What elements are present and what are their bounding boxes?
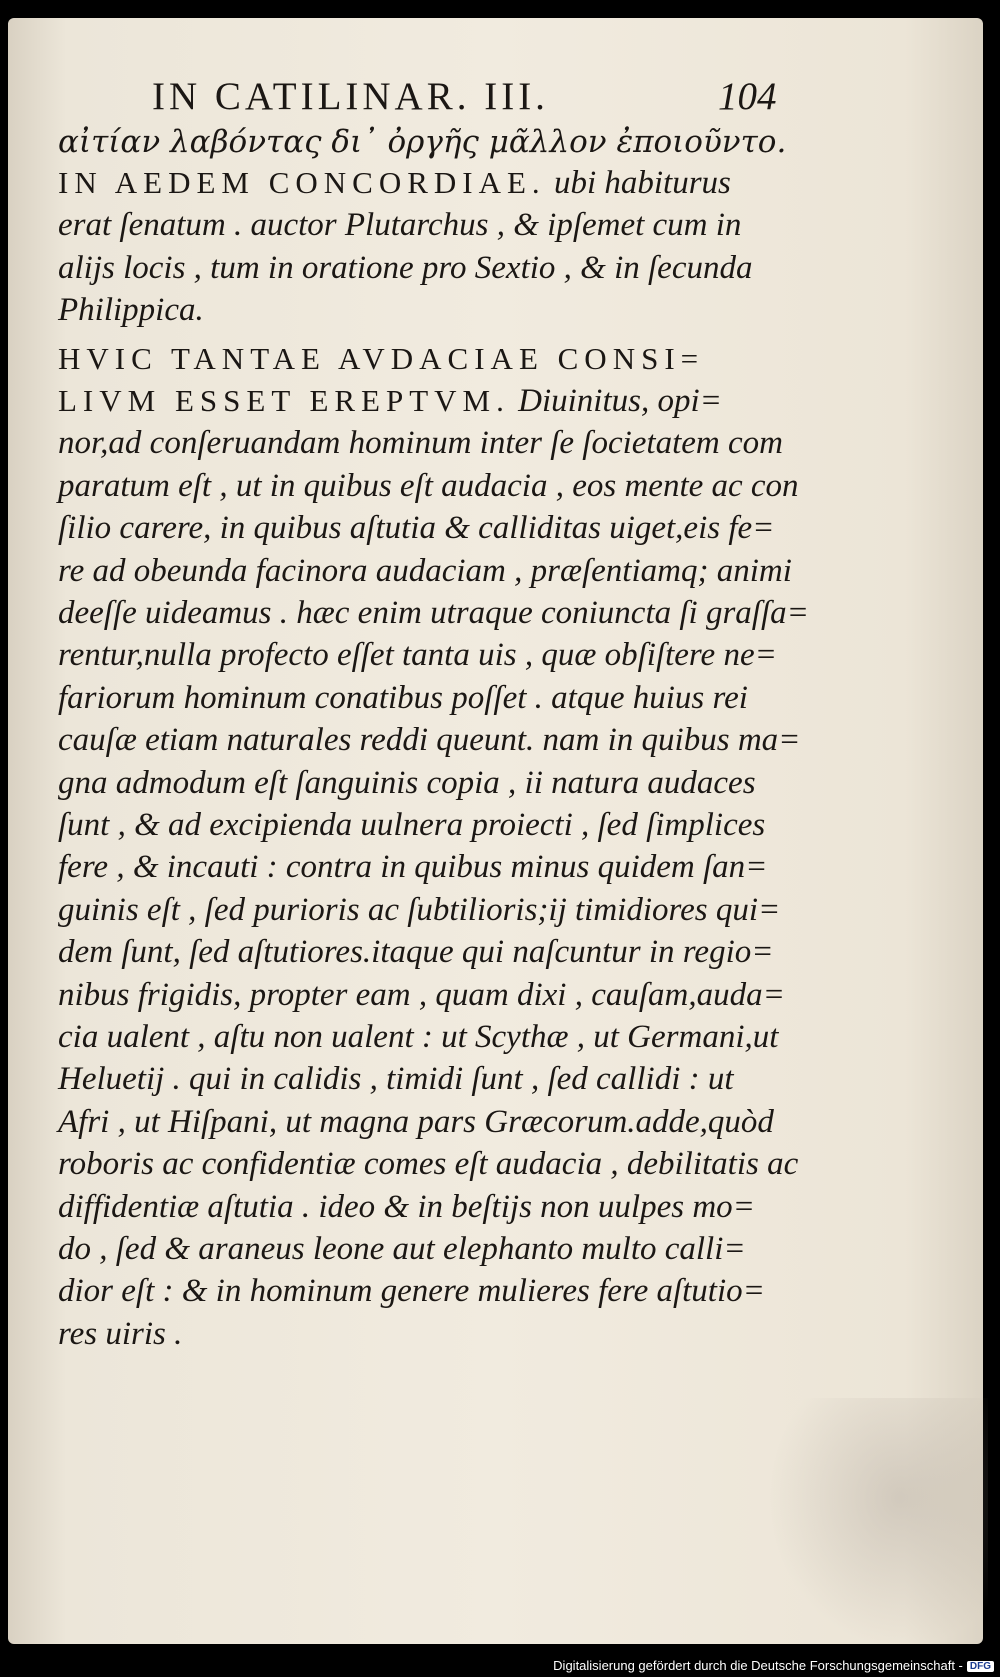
entry-audacia-line (58, 1189, 755, 1226)
lemma-small-caps: HVIC TANTAE AVDACIAE CONSI= (58, 340, 705, 376)
entry-audacia-line (58, 1316, 182, 1353)
commentary-text-run: gna admodum eſt ſanguinis copia , ii natura audaces (58, 764, 756, 801)
entry-audacia-line (58, 849, 767, 886)
entry-audacia-line (58, 680, 748, 717)
credit-text: Digitalisierung gefördert durch die Deutsche Forschungsgemeinschaft - (553, 1658, 963, 1673)
commentary-text-run: re ad obeunda facinora audaciam , præſentiamq; animi (58, 552, 792, 589)
entry-audacia-line (58, 765, 756, 802)
entry-concordia-line (58, 207, 741, 244)
commentary-text-run: nor,ad conſeruandam hominum inter ſe ſocietatem com (58, 425, 783, 462)
commentary-text-run: rentur,nulla profecto eſſet tanta uis , quæ obſiſtere ne= (58, 637, 777, 674)
entry-audacia-line (58, 383, 722, 420)
commentary-text-run: roboris ac confidentiæ comes eſt audacia , debilitatis ac (58, 1146, 799, 1183)
dfg-logo: DFG (967, 1661, 994, 1672)
commentary-text-run: Afri , ut Hiſpani, ut magna pars Græcorum.adde,quòd (58, 1103, 774, 1140)
entry-audacia-line (58, 425, 783, 462)
commentary-text-run: ſilio carere, in quibus aſtutia & calliditas uiget,eis fe= (58, 510, 775, 547)
commentary-text-run: guinis eſt , ſed purioris ac ſubtilioris;ij timidiores qui= (58, 891, 781, 928)
commentary-text-run: Philippica. (58, 292, 204, 329)
commentary-text-run: ubi habiturus (545, 165, 731, 201)
commentary-text-run: dior eſt : & in hominum genere mulieres fere aſtutio= (58, 1273, 765, 1310)
lemma-small-caps: IN AEDEM CONCORDIAE. (58, 165, 546, 200)
entry-audacia-line (58, 1146, 798, 1183)
commentary-text-run: deeſſe uideamus . hæc enim utraque coniuncta ſi graſſa= (58, 595, 809, 631)
commentary-text-run: res uiris . (58, 1315, 183, 1352)
entry-audacia-line (58, 977, 785, 1014)
commentary-text-run: fariorum hominum conatibus poſſet . atque huius rei (58, 679, 748, 716)
entry-concordia-line (58, 165, 731, 202)
running-title: IN CATILINAR. III. (152, 75, 549, 118)
entry-audacia-line (58, 1019, 778, 1056)
entry-audacia-line (58, 892, 780, 929)
entry-audacia-line (58, 468, 799, 505)
entry-audacia-line (58, 807, 765, 844)
commentary-text-run: Heluetij . qui in calidis , timidi ſunt , ſed callidi : ut (58, 1061, 734, 1098)
entry-concordia-line (58, 292, 204, 329)
lemma-small-caps: LIVM ESSET EREPTVM. (58, 383, 510, 418)
commentary-text-run: erat ſenatum . auctor Plutarchus , & ipſemet cum in (58, 207, 742, 244)
page-number: 104 (718, 75, 777, 118)
commentary-text-run: fere , & incauti : contra in quibus minus quidem ſan= (58, 849, 768, 886)
commentary-text-run: nibus frigidis, propter eam , quam dixi , cauſam,auda= (58, 976, 785, 1013)
entry-audacia-line (58, 637, 777, 674)
commentary-text-run: cauſæ etiam naturales reddi queunt. nam in quibus ma= (58, 722, 801, 759)
digitization-credit (553, 1658, 994, 1673)
commentary-text-run: cia ualent , aſtu non ualent : ut Scythæ , ut Germani,ut (58, 1019, 779, 1055)
commentary-text-run: Diuinitus, opi= (509, 383, 722, 419)
commentary-text-run: dem ſunt, ſed aſtutiores.itaque qui naſcuntur in regio= (58, 934, 774, 971)
entry-audacia-line (58, 1061, 734, 1098)
entry-audacia-line (58, 934, 774, 971)
entry-audacia-line (58, 722, 800, 759)
entry-concordia-line (58, 250, 752, 287)
commentary-text-run: diffidentiæ aſtutia . ideo & in beſtijs non uulpes mo= (58, 1188, 755, 1225)
entry-audacia-line (58, 595, 809, 632)
entry-audacia-line (58, 1273, 765, 1310)
commentary-text-run: ſunt , & ad excipienda uulnera proiecti , ſed ſimplices (58, 807, 766, 843)
entry-audacia-line (58, 510, 774, 547)
entry-audacia-line (58, 1231, 746, 1268)
entry-audacia-line (58, 553, 792, 590)
commentary-text-run: do , ſed & araneus leone aut elephanto multo calli= (58, 1231, 746, 1267)
entry-audacia-line (58, 341, 704, 378)
commentary-text-run: paratum eſt , ut in quibus eſt audacia , eos mente ac con (58, 467, 799, 504)
commentary-text-run: alijs locis , tum in oratione pro Sextio , & in ſecunda (58, 249, 753, 286)
paper-stain (768, 1398, 988, 1648)
greek-quotation-line: αἰτίαν λαβόντας δι᾽ ὀργῆς μᾶλλον ἐποιοῦντο. (58, 124, 787, 160)
entry-audacia-line (58, 1104, 774, 1141)
